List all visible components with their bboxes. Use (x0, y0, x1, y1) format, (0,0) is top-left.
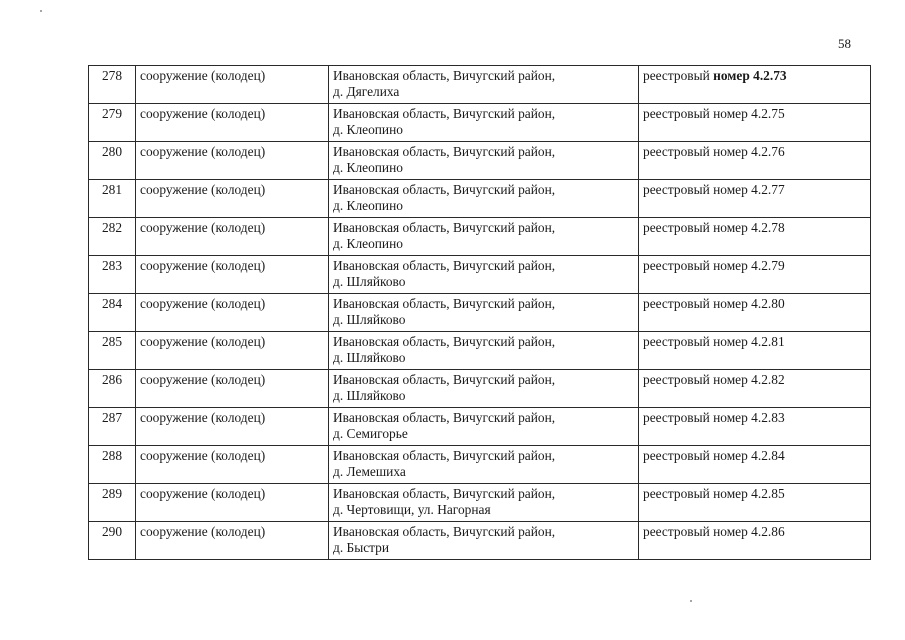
location-cell (329, 370, 639, 408)
registry-number-cell (639, 66, 871, 104)
object-type-cell: сооружение (колодец) (136, 484, 329, 522)
row-number-cell: 281 (89, 180, 136, 218)
object-type-cell: сооружение (колодец) (136, 218, 329, 256)
row-number-cell: 280 (89, 142, 136, 180)
scan-speck (40, 10, 42, 12)
location-region: Ивановская область, Вичугский район, (333, 486, 556, 501)
object-type-cell: сооружение (колодец) (136, 332, 329, 370)
table-row (89, 104, 871, 142)
row-number-cell: 279 (89, 104, 136, 142)
table-row (89, 522, 871, 560)
table-row (89, 256, 871, 294)
location-region: Ивановская область, Вичугский район, (333, 144, 556, 159)
location-region: Ивановская область, Вичугский район, (333, 296, 556, 311)
location-cell (329, 294, 639, 332)
location-region: Ивановская область, Вичугский район, (333, 448, 556, 463)
row-number-cell: 286 (89, 370, 136, 408)
registry-text: реестровый номер 4.2.83 (643, 410, 785, 425)
registry-number-cell (639, 180, 871, 218)
location-cell (329, 104, 639, 142)
object-type-cell: сооружение (колодец) (136, 408, 329, 446)
location-region: Ивановская область, Вичугский район, (333, 524, 556, 539)
registry-text: реестровый номер 4.2.85 (643, 486, 785, 501)
table-row (89, 446, 871, 484)
location-region: Ивановская область, Вичугский район, (333, 410, 556, 425)
row-number-cell: 289 (89, 484, 136, 522)
object-type-cell: сооружение (колодец) (136, 446, 329, 484)
location-settlement: д. Шляйково (333, 274, 406, 289)
registry-number-cell (639, 408, 871, 446)
table-row (89, 332, 871, 370)
location-cell (329, 446, 639, 484)
location-settlement: д. Дягелиха (333, 84, 400, 99)
location-settlement: д. Шляйково (333, 388, 406, 403)
table-body (89, 66, 871, 560)
row-number-cell: 282 (89, 218, 136, 256)
registry-text: реестровый номер 4.2.77 (643, 182, 785, 197)
location-settlement: д. Клеопино (333, 122, 403, 137)
row-number-cell: 287 (89, 408, 136, 446)
row-number-cell: 285 (89, 332, 136, 370)
location-settlement: д. Лемешиха (333, 464, 406, 479)
location-region: Ивановская область, Вичугский район, (333, 220, 556, 235)
location-cell (329, 522, 639, 560)
registry-text: реестровый номер 4.2.84 (643, 448, 785, 463)
table-row (89, 408, 871, 446)
registry-number-cell (639, 142, 871, 180)
object-type-cell: сооружение (колодец) (136, 66, 329, 104)
row-number-cell: 290 (89, 522, 136, 560)
registry-number-cell (639, 522, 871, 560)
location-cell (329, 66, 639, 104)
location-region: Ивановская область, Вичугский район, (333, 334, 556, 349)
location-region: Ивановская область, Вичугский район, (333, 258, 556, 273)
location-cell (329, 408, 639, 446)
location-cell (329, 180, 639, 218)
object-type-cell: сооружение (колодец) (136, 142, 329, 180)
row-number-cell: 288 (89, 446, 136, 484)
row-number-cell: 283 (89, 256, 136, 294)
location-region: Ивановская область, Вичугский район, (333, 106, 556, 121)
registry-number-cell (639, 218, 871, 256)
table-row (89, 218, 871, 256)
registry-number-cell (639, 484, 871, 522)
row-number-cell: 278 (89, 66, 136, 104)
location-settlement: д. Шляйково (333, 312, 406, 327)
scan-speck (690, 600, 692, 602)
location-settlement: д. Семигорье (333, 426, 408, 441)
location-settlement: д. Быстри (333, 540, 390, 555)
location-settlement: д. Клеопино (333, 198, 403, 213)
table-row (89, 66, 871, 104)
object-type-cell: сооружение (колодец) (136, 256, 329, 294)
registry-number-cell (639, 370, 871, 408)
location-region: Ивановская область, Вичугский район, (333, 68, 556, 83)
registry-text: реестровый номер 4.2.82 (643, 372, 785, 387)
location-cell (329, 484, 639, 522)
location-settlement: д. Клеопино (333, 236, 403, 251)
object-type-cell: сооружение (колодец) (136, 104, 329, 142)
table-row (89, 294, 871, 332)
registry-text: реестровый (643, 68, 714, 83)
table-row (89, 484, 871, 522)
location-settlement: д. Клеопино (333, 160, 403, 175)
location-region: Ивановская область, Вичугский район, (333, 182, 556, 197)
registry-text: реестровый номер 4.2.80 (643, 296, 785, 311)
registry-text: реестровый номер 4.2.79 (643, 258, 785, 273)
registry-text: реестровый номер 4.2.76 (643, 144, 785, 159)
row-number-cell: 284 (89, 294, 136, 332)
location-cell (329, 142, 639, 180)
table-row (89, 142, 871, 180)
registry-text: реестровый номер 4.2.86 (643, 524, 785, 539)
location-cell (329, 256, 639, 294)
page-number: 58 (838, 36, 851, 51)
object-type-cell: сооружение (колодец) (136, 370, 329, 408)
registry-text: реестровый номер 4.2.75 (643, 106, 785, 121)
registry-text: реестровый номер 4.2.81 (643, 334, 785, 349)
object-type-cell: сооружение (колодец) (136, 294, 329, 332)
registry-table (88, 65, 871, 560)
registry-number-value: номер 4.2.73 (713, 68, 787, 83)
object-type-cell: сооружение (колодец) (136, 180, 329, 218)
location-cell (329, 218, 639, 256)
location-settlement: д. Шляйково (333, 350, 406, 365)
location-cell (329, 332, 639, 370)
table-row (89, 180, 871, 218)
registry-number-cell (639, 104, 871, 142)
registry-number-cell (639, 294, 871, 332)
location-settlement: д. Чертовищи, ул. Нагорная (333, 502, 491, 517)
registry-number-cell (639, 332, 871, 370)
registry-text: реестровый номер 4.2.78 (643, 220, 785, 235)
object-type-cell: сооружение (колодец) (136, 522, 329, 560)
location-region: Ивановская область, Вичугский район, (333, 372, 556, 387)
table-row (89, 370, 871, 408)
registry-number-cell (639, 446, 871, 484)
registry-number-cell (639, 256, 871, 294)
